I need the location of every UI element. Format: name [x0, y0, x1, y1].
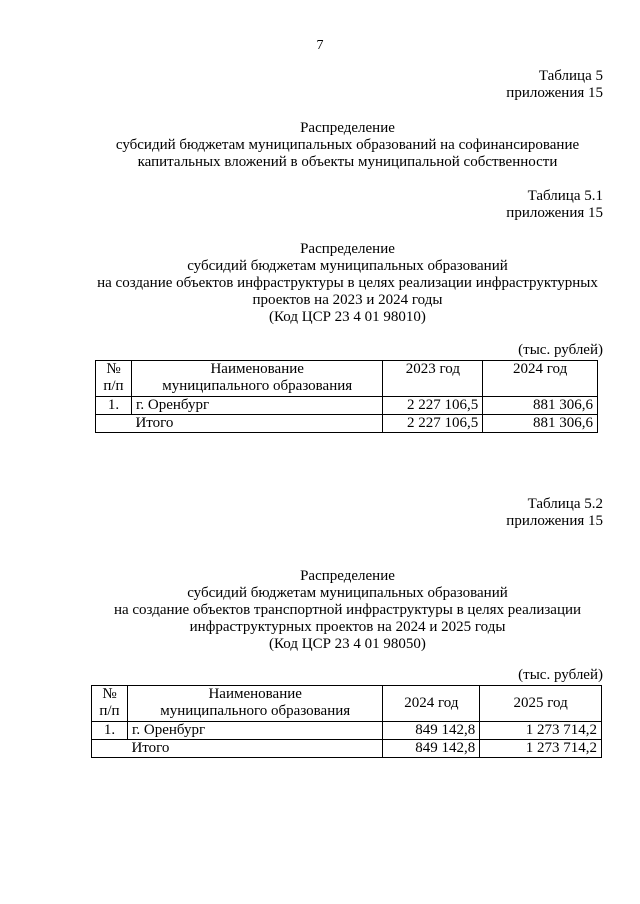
table52-title-line: (Код ЦСР 23 4 01 98050): [269, 636, 426, 652]
table51-label: Таблица 5.1: [527, 188, 603, 204]
column-header-year: 2024 год: [483, 361, 598, 397]
table51-title-line: субсидий бюджетам муниципальных образований: [187, 258, 508, 274]
page-number: 7: [316, 38, 324, 53]
row-value: 1 273 714,2: [480, 722, 602, 740]
total-empty-cell: [92, 740, 128, 758]
table52-title-line: субсидий бюджетам муниципальных образований: [187, 585, 508, 601]
table-total-row: [92, 740, 602, 758]
table52-title-line: на создание объектов транспортной инфраструктуры в целях реализации: [113, 602, 582, 618]
total-value: 849 142,8: [383, 740, 480, 758]
row-value: 881 306,6: [483, 397, 598, 415]
table-total-row: [96, 415, 598, 433]
column-header-year: 2024 год: [383, 686, 480, 722]
table52-title-line: Распределение: [300, 568, 395, 584]
row-value: 2 227 106,5: [383, 397, 483, 415]
total-value: 1 273 714,2: [480, 740, 602, 758]
column-header-name: Наименование муниципального образования: [131, 361, 383, 397]
table5-title-line: субсидий бюджетам муниципальных образований на софинансирование: [115, 137, 580, 153]
total-value: 2 227 106,5: [383, 415, 483, 433]
table51-title-line: (Код ЦСР 23 4 01 98010): [269, 309, 426, 325]
table5-annex: приложения 15: [506, 85, 603, 101]
table-header-row: [92, 686, 602, 722]
table52-title-line: инфраструктурных проектов на 2024 и 2025 годы: [189, 619, 506, 635]
row-number: 1.: [92, 722, 128, 740]
table51: [95, 360, 598, 433]
table-row: [96, 397, 598, 415]
column-header-number: № п/п: [92, 686, 128, 722]
table52: [91, 685, 602, 758]
table52-units: (тыс. рублей): [518, 667, 603, 683]
table5-title-line: капитальных вложений в объекты муниципальной собственности: [137, 154, 558, 170]
row-number: 1.: [96, 397, 132, 415]
table52-annex: приложения 15: [506, 513, 603, 529]
column-header-name: Наименование муниципального образования: [127, 686, 383, 722]
column-header-year: 2023 год: [383, 361, 483, 397]
table-row: [92, 722, 602, 740]
table-header-row: [96, 361, 598, 397]
table5-title-line: Распределение: [300, 120, 395, 136]
row-name: г. Оренбург: [131, 397, 383, 415]
table52-label: Таблица 5.2: [527, 496, 603, 512]
table52-title: [60, 568, 635, 653]
table5-label: Таблица 5: [538, 68, 603, 84]
row-name: г. Оренбург: [127, 722, 383, 740]
total-value: 881 306,6: [483, 415, 598, 433]
table51-annex: приложения 15: [506, 205, 603, 221]
row-value: 849 142,8: [383, 722, 480, 740]
table5-caption: [506, 68, 603, 102]
table51-title-line: проектов на 2023 и 2024 годы: [252, 292, 443, 308]
total-label: Итого: [127, 740, 383, 758]
total-label: Итого: [131, 415, 383, 433]
table51-units: (тыс. рублей): [518, 342, 603, 358]
table51-title: [60, 241, 635, 326]
total-empty-cell: [96, 415, 132, 433]
table5-title: [60, 120, 635, 171]
table51-title-line: на создание объектов инфраструктуры в целях реализации инфраструктурных: [97, 275, 598, 291]
table52-caption: [506, 496, 603, 530]
table51-title-line: Распределение: [300, 241, 395, 257]
column-header-number: № п/п: [96, 361, 132, 397]
column-header-year: 2025 год: [480, 686, 602, 722]
table51-caption: [506, 188, 603, 222]
